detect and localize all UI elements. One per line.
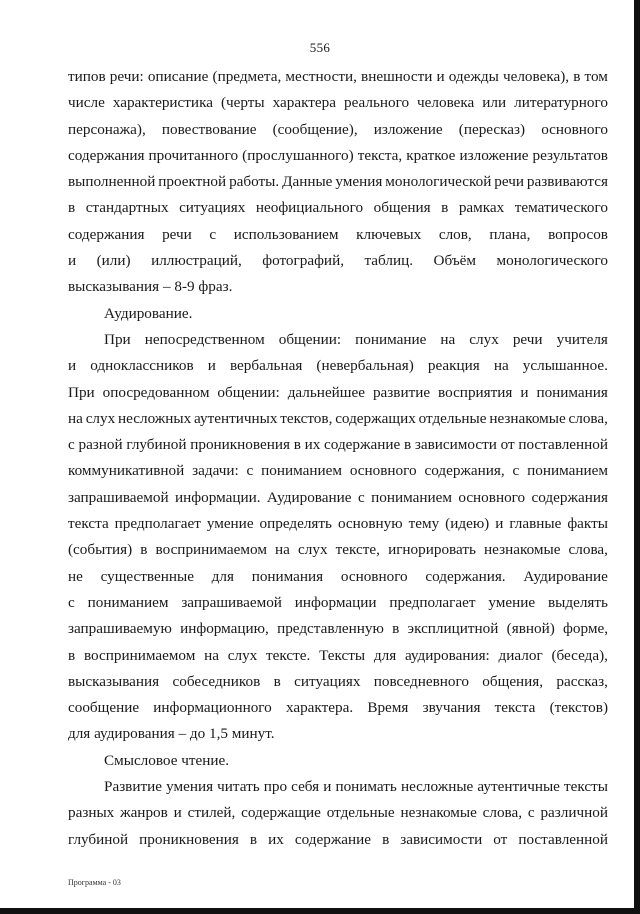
text-line: в стандартных ситуациях неофициального общения в рамках тематического: [68, 199, 608, 217]
text-line: типов речи: описание (предмета, местности, внешности и одежды человека), в том: [68, 68, 608, 85]
text-line: с пониманием запрашиваемой информации предполагает умение выделять: [68, 593, 608, 611]
text-line: и одноклассников и вербальная (невербальная) реакция на услышанное.: [68, 357, 608, 375]
text-line: выполненной проектной работы. Данные умения монологической речи развиваются: [68, 173, 608, 191]
text-line: с разной глубиной проникновения в их содержание в зависимости от поставленной: [68, 436, 608, 454]
document-body: [68, 64, 608, 853]
text-line: не существенные для понимания основного содержания. Аудирование: [68, 567, 608, 585]
section-heading: Аудирование.: [104, 304, 193, 322]
text-line: содержания прочитанного (прослушанного) текста, краткое изложение результатов: [68, 146, 608, 164]
text-line: высказывания собеседников в ситуациях повседневного общения, рассказ,: [68, 672, 608, 690]
text-line: персонажа), повествование (сообщение), изложение (пересказ) основного: [68, 120, 608, 138]
text-line: коммуникативной задачи: с пониманием основного содержания, с пониманием: [68, 462, 608, 480]
text-line: содержания речи с использованием ключевых слов, плана, вопросов: [68, 225, 608, 243]
text-line: на слух несложных аутентичных текстов, содержащих отдельные незнакомые слова,: [68, 409, 608, 427]
text-line: и (или) иллюстраций, фотографий, таблиц. Объём монологического: [68, 252, 608, 270]
page-number: 556: [309, 40, 331, 55]
footer-program-label: Программа - 03: [68, 878, 121, 887]
text-line: текста предполагает умение определять основную тему (идею) и главные факты: [68, 515, 608, 533]
text-line: Развитие умения читать про себя и понимать несложные аутентичные тексты: [104, 778, 608, 796]
text-line: высказывания – 8-9 фраз.: [68, 278, 233, 296]
text-line: разных жанров и стилей, содержащие отдельные незнакомые слова, с различной: [68, 804, 608, 822]
text-line: запрашиваемую информацию, представленную в эксплицитной (явной) форме,: [68, 620, 608, 638]
text-line: (события) в воспринимаемом на слух тексте, игнорировать незнакомые слова,: [68, 541, 608, 559]
text-line: глубиной проникновения в их содержание в зависимости от поставленной: [68, 830, 608, 848]
text-line: При непосредственном общении: понимание на слух речи учителя: [104, 330, 608, 348]
section-heading: Смысловое чтение.: [104, 751, 230, 769]
text-line: При опосредованном общении: дальнейшее развитие восприятия и понимания: [68, 383, 608, 401]
text-line: числе характеристика (черты характера реального человека или литературного: [68, 94, 608, 112]
text-line: для аудирования – до 1,5 минут.: [68, 725, 275, 743]
text-line: запрашиваемой информации. Аудирование с пониманием основного содержания: [68, 488, 608, 506]
text-line: сообщение информационного характера. Время звучания текста (текстов): [68, 699, 608, 717]
text-line: в воспринимаемом на слух тексте. Тексты для аудирования: диалог (беседа),: [68, 646, 608, 664]
